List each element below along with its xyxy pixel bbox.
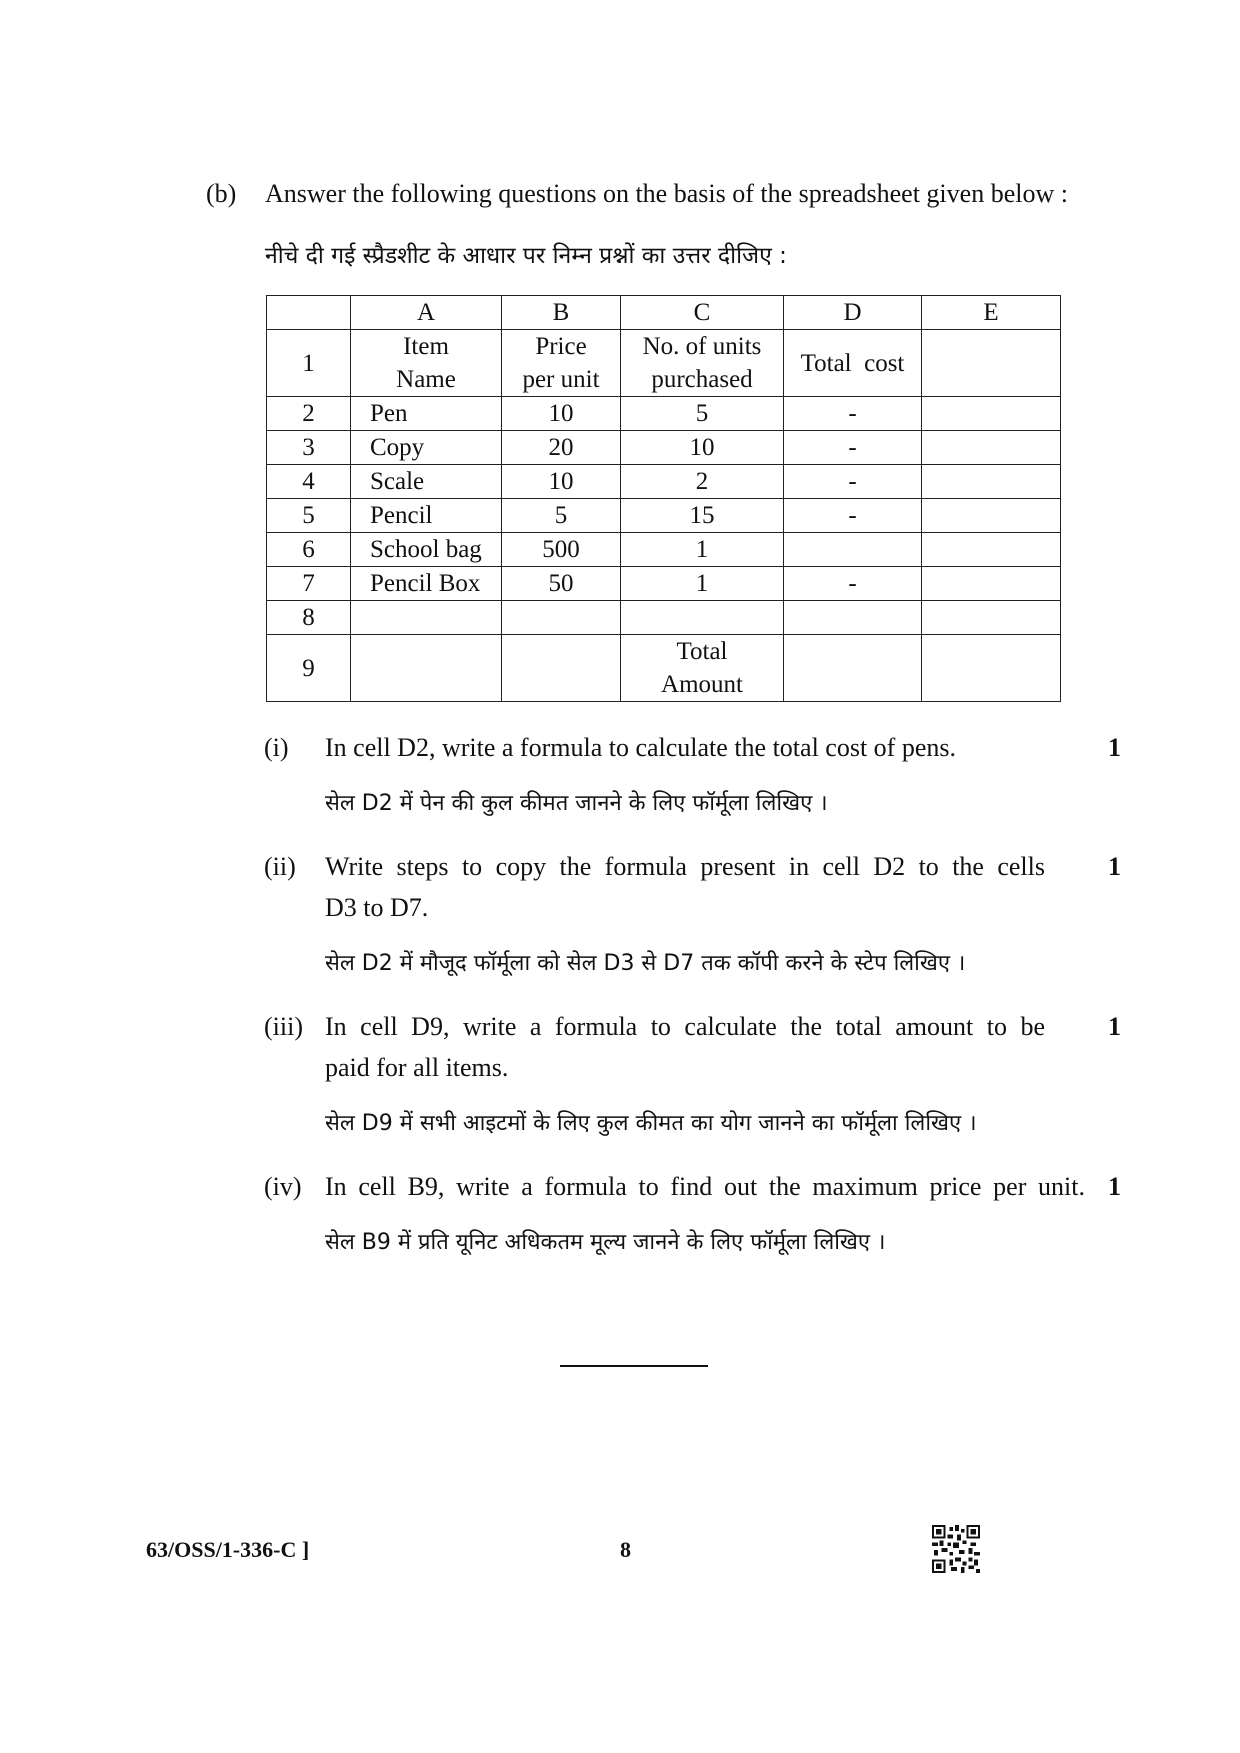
question-text-hindi: नीचे दी गई स्प्रैडशीट के आधार पर निम्न प्रश्नों का उत्तर दीजिए : xyxy=(265,243,787,269)
cell-a1 xyxy=(351,330,502,397)
subquestion-text-hindi: सेल D2 में पेन की कुल कीमत जानने के लिए फॉर्मूला लिखिए । xyxy=(325,791,828,816)
cell-item-name: Pencil xyxy=(351,499,502,533)
table-row xyxy=(267,330,1061,397)
row-number: 8 xyxy=(267,601,351,635)
subquestion-text-continued: paid for all items. xyxy=(325,1053,509,1082)
cell-c9 xyxy=(621,635,784,702)
cell-total-cost xyxy=(784,533,922,567)
table-row xyxy=(267,533,1061,567)
subquestion-text-continued: D3 to D7. xyxy=(325,893,429,922)
paper-code: 63/OSS/1-336-C ] xyxy=(146,1537,310,1562)
cell-b9 xyxy=(502,635,621,702)
cell-price: 50 xyxy=(502,567,621,601)
cell-c9-line1: Total xyxy=(676,638,728,665)
table-row xyxy=(267,635,1061,702)
subquestion-mark: 1 xyxy=(1108,733,1121,762)
subquestion-mark: 1 xyxy=(1108,1012,1121,1041)
table-row xyxy=(267,499,1061,533)
cell-e1 xyxy=(922,330,1061,397)
row-number: 1 xyxy=(267,330,351,397)
cell-units: 1 xyxy=(621,533,784,567)
end-of-section-rule xyxy=(560,1365,708,1367)
cell-a9 xyxy=(351,635,502,702)
row-number: 3 xyxy=(267,431,351,465)
subquestion-number: (ii) xyxy=(264,852,296,881)
subquestion-number: (iv) xyxy=(264,1172,302,1201)
subquestion-text-hindi: सेल D2 में मौजूद फॉर्मूला को सेल D3 से D7 तक कॉपी करने के स्टेप लिखिए । xyxy=(325,951,966,976)
subquestion-mark: 1 xyxy=(1108,1172,1121,1201)
table-row xyxy=(267,567,1061,601)
cell-e xyxy=(922,601,1061,635)
cell-price: 10 xyxy=(502,465,621,499)
cell-units xyxy=(621,601,784,635)
subquestion-text-hindi: सेल B9 में प्रति यूनिट अधिकतम मूल्य जानने के लिए फॉर्मूला लिखिए । xyxy=(325,1230,886,1255)
cell-price: 10 xyxy=(502,397,621,431)
subquestion-text: Write steps to copy the formula present in cell D2 to the cells xyxy=(325,852,1045,881)
cell-a1-line2: Name xyxy=(396,366,456,393)
row-number: 9 xyxy=(267,635,351,702)
cell-price: 20 xyxy=(502,431,621,465)
cell-item-name: Scale xyxy=(351,465,502,499)
subquestion-text-hindi: सेल D9 में सभी आइटमों के लिए कुल कीमत का योग जानने का फॉर्मूला लिखिए । xyxy=(325,1111,977,1136)
corner-cell xyxy=(267,296,351,330)
column-header-e: E xyxy=(922,296,1061,330)
cell-c9-line2: Amount xyxy=(661,671,743,698)
cell-b1-line2: per unit xyxy=(522,366,600,393)
question-label: (b) xyxy=(206,179,237,208)
cell-e xyxy=(922,567,1061,601)
cell-item-name: Copy xyxy=(351,431,502,465)
cell-units: 15 xyxy=(621,499,784,533)
subquestion-text: In cell D2, write a formula to calculate the total cost of pens. xyxy=(325,733,956,762)
cell-total-cost: - xyxy=(784,499,922,533)
cell-units: 10 xyxy=(621,431,784,465)
cell-price: 5 xyxy=(502,499,621,533)
cell-units: 2 xyxy=(621,465,784,499)
cell-b1 xyxy=(502,330,621,397)
subquestion-text: In cell D9, write a formula to calculate the total amount to be xyxy=(325,1012,1045,1041)
row-number: 2 xyxy=(267,397,351,431)
cell-e xyxy=(922,431,1061,465)
table-row xyxy=(267,431,1061,465)
cell-item-name: Pencil Box xyxy=(351,567,502,601)
table-row xyxy=(267,465,1061,499)
cell-e xyxy=(922,499,1061,533)
column-header-d: D xyxy=(784,296,922,330)
cell-a1-line1: Item xyxy=(403,333,449,360)
cell-units: 1 xyxy=(621,567,784,601)
cell-e9 xyxy=(922,635,1061,702)
cell-b1-line1: Price xyxy=(535,333,587,360)
cell-e xyxy=(922,397,1061,431)
cell-e xyxy=(922,533,1061,567)
cell-total-cost xyxy=(784,601,922,635)
row-number: 5 xyxy=(267,499,351,533)
cell-units: 5 xyxy=(621,397,784,431)
qr-code-icon xyxy=(932,1525,980,1573)
column-header-row xyxy=(267,296,1061,330)
subquestion-number: (i) xyxy=(264,733,289,762)
subquestion-number: (iii) xyxy=(264,1012,303,1041)
cell-total-cost: - xyxy=(784,567,922,601)
row-number: 7 xyxy=(267,567,351,601)
column-header-c: C xyxy=(621,296,784,330)
cell-item-name xyxy=(351,601,502,635)
spreadsheet-table xyxy=(266,295,1061,702)
table-row xyxy=(267,601,1061,635)
page-number: 8 xyxy=(620,1537,631,1562)
cell-d9 xyxy=(784,635,922,702)
cell-total-cost: - xyxy=(784,431,922,465)
cell-price xyxy=(502,601,621,635)
column-header-b: B xyxy=(502,296,621,330)
subquestion-text: In cell B9, write a formula to find out the maximum price per unit. xyxy=(325,1172,1085,1201)
row-number: 4 xyxy=(267,465,351,499)
row-number: 6 xyxy=(267,533,351,567)
cell-total-cost: - xyxy=(784,465,922,499)
table-row xyxy=(267,397,1061,431)
cell-total-cost: - xyxy=(784,397,922,431)
cell-c1-line1: No. of units xyxy=(642,333,762,360)
cell-d1: Total cost xyxy=(784,330,922,397)
question-text: Answer the following questions on the basis of the spreadsheet given below : xyxy=(265,179,1068,208)
subquestion-mark: 1 xyxy=(1108,852,1121,881)
cell-item-name: Pen xyxy=(351,397,502,431)
cell-c1 xyxy=(621,330,784,397)
cell-item-name: School bag xyxy=(351,533,502,567)
cell-price: 500 xyxy=(502,533,621,567)
cell-e xyxy=(922,465,1061,499)
column-header-a: A xyxy=(351,296,502,330)
cell-c1-line2: purchased xyxy=(651,366,753,393)
